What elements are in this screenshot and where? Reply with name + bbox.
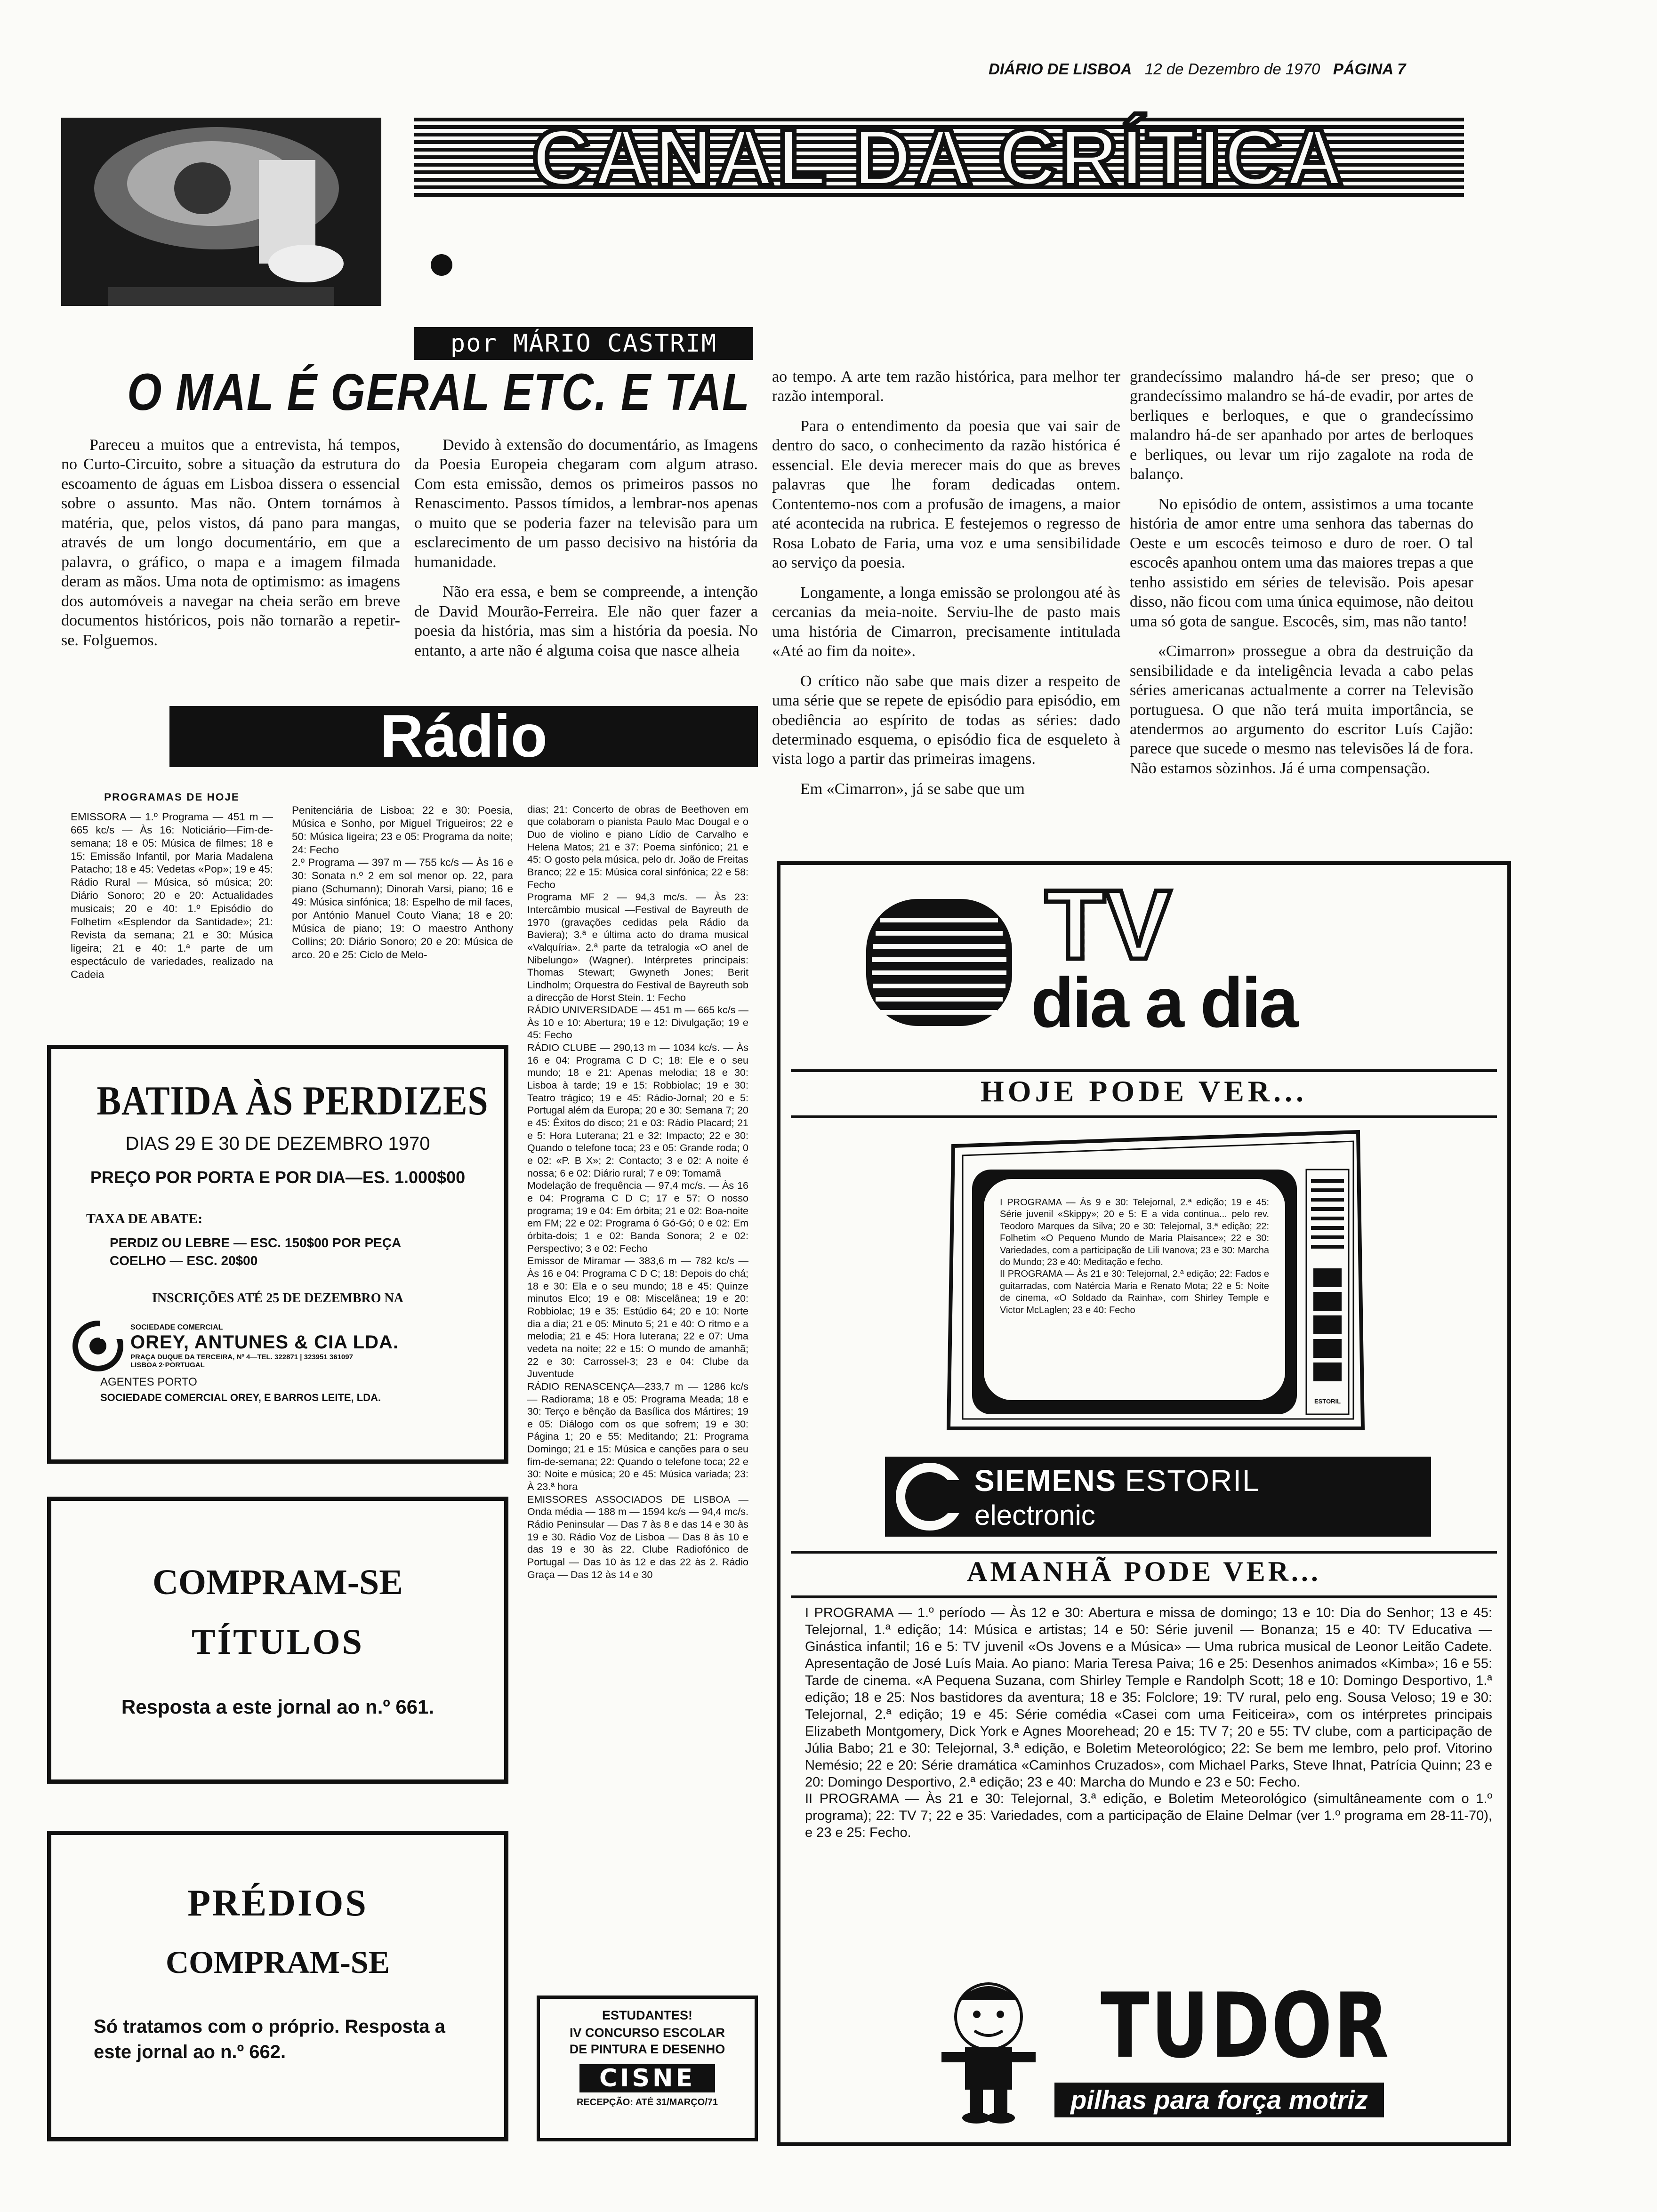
tv-today-divider-top	[791, 1069, 1497, 1072]
ad-tudor	[913, 1972, 1393, 2127]
ad-perdizes-title: BATIDA ÀS PERDIZES	[97, 1078, 489, 1124]
tv-logo-screen-icon	[861, 894, 1017, 1035]
siemens-headline	[974, 1463, 1260, 1498]
ad-perdizes-dates: DIAS 29 E 30 DE DEZEMBRO 1970	[125, 1133, 430, 1154]
ad-titulos-line2: TÍTULOS	[192, 1622, 364, 1662]
siemens-logo-icon	[894, 1461, 965, 1532]
ad-cisne	[537, 1996, 758, 2141]
tv-tomorrow-title: AMANHÃ PODE VER...	[967, 1556, 1321, 1587]
ad-titulos	[47, 1497, 508, 1784]
tv-logo-sub: dia a dia	[1031, 963, 1297, 1042]
ad-predios-note: Só tratamos com o próprio. Resposta a este jornal ao n.º 662.	[94, 2016, 445, 2062]
ad-cisne-brand: CISNE	[579, 2064, 715, 2092]
page-number: PÁGINA 7	[1333, 60, 1406, 78]
tv-set-brand: ESTORIL	[1314, 1398, 1341, 1405]
ad-perdizes-company-small: SOCIEDADE COMERCIAL	[130, 1323, 223, 1331]
article-column-4	[1130, 367, 1473, 788]
radio-text: Penitenciária de Lisboa; 22 e 30: Poesia, Música e Sonho, por Miguel Trigueiros; 22 e 50: Música ligeira; 23 e 05: Programa da noite; 24: Fecho 2.º Programa — 397 m — 755 kc/s — Às 16 e 30: Sonata n.º 2 em sol menor op. 22, para piano (Schumann); Dinorah Varsi, piano; 16 e 49: Música sinfónica; 18: Espelho de mil faces, por António Manuel Couto Viana; 18 e 20: Música de piano; 19: O maestro Anthony Collins; 20: Diário Sonoro; 20 e 20: Música de arco. 20 e 25: Ciclo de Melo-	[292, 804, 513, 961]
ad-titulos-line1: COMPRAM-SE	[153, 1563, 403, 1602]
ad-perdizes-price: PREÇO POR PORTA E POR DIA—ES. 1.000$00	[90, 1168, 466, 1187]
article-paragraph: grandecíssimo malandro há-de ser preso; que o grandecíssimo malandro se há-de evadir, por artes de berliques e berloques, e que o grandecíssimo malandro há-de ser apanhado por artes de berloques e berliques, ou levar um rijo zagalote na roda de balanço.	[1130, 368, 1473, 483]
radio-title: Rádio	[380, 703, 547, 770]
tv-today-divider-bottom	[791, 1115, 1497, 1118]
radio-column-1	[71, 791, 273, 981]
ad-predios	[47, 1831, 508, 2141]
siemens-line: electronic	[974, 1499, 1095, 1531]
ad-perdizes-address: PRAÇA DUQUE DA TERCEIRA, Nº 4—TEL. 322871 | 323951 361097	[130, 1353, 353, 1361]
article-column-1	[61, 435, 400, 660]
article-paragraph: «Cimarron» prossegue a obra da destruição da sensibilidade e da inteligência levada a cabo pelas séries americanas actualmente a correr na Televisão portuguesa. O que não terá muita importância, se atendermos ao argumento do escritor Luís Cajão: parece que sucede o mesmo nas televisões lá de fora. Não estamos sòzinhos. Já é uma compensação.	[1130, 642, 1473, 777]
article-paragraph: Em «Cimarron», já se sabe que um	[800, 780, 1025, 798]
radio-heading: PROGRAMAS DE HOJE	[104, 791, 240, 803]
tv-today-title: HOJE PODE VER...	[981, 1074, 1307, 1108]
article-paragraph: O crítico não sabe que mais dizer a respeito de uma série que se repete de episódio para episódio, em obediência ao espírito de todas as séries: dado determinado esquema, o episódio fica de esqueleto à vista logo a partir das primeiras imagens.	[772, 672, 1120, 768]
ad-cisne-line3: DE PINTURA E DESENHO	[569, 2042, 725, 2056]
radio-column-2	[292, 791, 513, 974]
siemens-brand: SIEMENS	[974, 1464, 1117, 1498]
tudor-slogan: pilhas para força motriz	[1054, 2083, 1384, 2117]
ad-perdizes-inscriptions: INSCRIÇÕES ATÉ 25 DE DEZEMBRO NA	[152, 1291, 403, 1306]
newspaper-name: DIÁRIO DE LISBOA	[989, 60, 1132, 78]
article-paragraph: Não era essa, e bem se compreende, a intenção de David Mourão-Ferreira. Ele não quer fazer a poesia da história, mas sim a história da poesia. No entanto, a arte não é alguma coisa que nasce alheia	[414, 583, 758, 659]
tv-set-screen	[984, 1179, 1285, 1400]
ad-perdizes-tax1: PERDIZ OU LEBRE — ESC. 150$00 POR PEÇA	[110, 1235, 402, 1250]
page-header	[989, 60, 1459, 78]
siemens-banner	[885, 1457, 1431, 1537]
article-paragraph: Devido à extensão do documentário, as Imagens da Poesia Europeia chegaram com algum atraso. Com esta emissão, demos os primeiros passos no Renascimento. Passos tímidos, a lembrar-nos apenas o muito que se poderia fazer na televisão para um esclarecimento de um passo decisivo na história da humanidade.	[414, 436, 758, 571]
photo-image	[61, 118, 381, 306]
article-paragraph: ao tempo. A arte tem razão histórica, para melhor ter razão intemporal.	[772, 368, 1120, 405]
article-paragraph: No episódio de ontem, assistimos a uma tocante história de amor entre uma senhora das tabernas do Oeste e um escocês teimoso e duro de roer. O tal escocês apanhou ontem uma das maiores trepas a que tenho assistido em séries de televisão. Pois apesar disso, não ficou com uma única equimose, não deitou uma só gota de sangue. Escocês, sim, mas não tanto!	[1130, 495, 1473, 630]
ad-perdizes-city: LISBOA 2·PORTUGAL	[130, 1361, 205, 1369]
orey-logo-icon	[72, 1320, 124, 1372]
ad-predios-line1: PRÉDIOS	[187, 1883, 368, 1924]
tv-tomorrow-divider-top	[791, 1551, 1497, 1554]
article-paragraph: Longamente, a longa emissão se prolongou até às cercanias da meia-noite. Serviu-lhe de pasto mais uma história de Cimarron, precisamente intitulada «Até ao fim da noite».	[772, 584, 1120, 660]
ad-titulos-note: Resposta a este jornal ao n.º 661.	[121, 1696, 434, 1718]
article-paragraph: Pareceu a muitos que a entrevista, há tempos, no Curto-Circuito, sobre a situação da estrutura do escoamento de águas em Lisboa dissera o essencial sobre o assunto. Mas não. Ontem tornámos à matéria, que, pelos vistos, dá pano para mangas, através de um longo documentário, em que a palavra, o gráfico, o mapa e a imagem filmada deram as mãos. Uma nota de optimismo: as imagens dos automóveis a navegar na cheia serão em breve documentos históricos, pois não tornarão a repetir-se. Folguemos.	[61, 436, 400, 649]
radio-banner	[169, 703, 758, 770]
ad-cisne-line1: ESTUDANTES!	[602, 2008, 692, 2022]
siemens-model: ESTORIL	[1125, 1464, 1260, 1498]
radio-column-3	[527, 791, 748, 1594]
tudor-mascot-icon	[913, 1972, 1069, 2127]
article-column-3	[772, 367, 1120, 809]
ad-perdizes-company-block	[72, 1320, 483, 1372]
ad-perdizes-agents-name: SOCIEDADE COMERCIAL OREY, E BARROS LEITE, LDA.	[100, 1392, 381, 1403]
tv-tomorrow-divider-bottom	[791, 1595, 1497, 1598]
ad-perdizes-company: OREY, ANTUNES & CIA LDA.	[130, 1331, 399, 1353]
byline-box	[414, 327, 753, 360]
tv-logo-tv: TV	[1045, 869, 1172, 980]
ad-perdizes-tax-label: TAXA DE ABATE:	[86, 1211, 203, 1226]
tv-logo-block	[861, 869, 1426, 1068]
tv-tomorrow-text: I PROGRAMA — 1.º período — Às 12 e 30: Abertura e missa de domingo; 13 e 10: Dia do Senhor; 13 e 45: Telejornal, 1.ª edição; 14: Música e artistas; 14 e 50: Série juvenil — Bonanza; 15 e 40: TV Educativa — Ginástica infantil; 16 e 5: TV juvenil «Os Jovens e a Música» — Uma rubrica musical de Leonor Leitão Cadete. Apresentação de José Luís Maia. Ao piano: Maria Teresa Paiva; 16 e 25: Desenhos animados «Kimba»; 16 e 55: Tarde de cinema. «A Pequena Suzana, com Shirley Temple e Randolph Scott; 18 e 10: Domingo Desportivo, 1.ª edição; 18 e 25: Nos bastidores da aventura; 18 e 35: Folclore; 19: TV rural, pelo eng. Sousa Veloso; 19 e 30: Telejornal, 2.ª edição; 19 e 45: Série comédia «Casei com uma Feiticeira», com os intérpretes principais Elizabeth Montgomery, Dick York e Agnes Moorehead; 20 e 15: TV 7; 20 e 55: TV clube, com a participação de Júlia Babo; 21 e 30: Telejornal, 3.ª edição, e Boletim Meteorológico; 22: Se bem me lembro, pelo prof. Vitorino Nemésio; 22 e 20: Série dramática «Caminhos Cruzados», com Michael Parks, Steve Ihnat, Patrícia Quinn; 23 e 20: Domingo Desportivo, 2.ª edição; 23 e 40: Marcha do Mundo e 23 e 50: Fecho. II PROGRAMA — Às 21 e 30: Telejornal, 3.ª edição, e Boletim Meteorológico (simultâneamente com o 1.º programa); 22: TV 7; 22 e 35: Variedades, com a participação de Elaine Delmar (ver 1.º programa em 28-11-70), e 23 e 25: Fecho.	[805, 1605, 1492, 1841]
tv-today-text: I PROGRAMA — Às 9 e 30: Telejornal, 2.ª edição; 19 e 45: Série juvenil «Skippy»; 20 e 5: E a vida continua... pelo rev. Teodoro Marques da Silva; 20 e 30: Telejornal, 3.ª edição; 22: Folhetim «O Pequeno Mundo de Maria Plaisance»; 22 e 30: Variedades, com a participação de Lili Ivanova; 23 e 30: Marcha do Mundo; 23 e 40: Meditação e fecho. II PROGRAMA — Às 21 e 30: Telejornal, 2.ª edição; 22: Fados e guitarradas, com Natércia Maria e Renato Mota; 22 e 5: Noite de cinema, «O Soldado da Rainha», com Shirley Temple e Victor McLaglen; 23 e 40: Fecho	[1000, 1197, 1269, 1315]
ad-perdizes-tax2: COELHO — ESC. 20$00	[110, 1253, 258, 1268]
byline: por MÁRIO CASTRIM	[450, 329, 717, 358]
article-paragraph: Para o entendimento da poesia que vai sair de dentro do saco, o conhecimento da razão histórica é essencial. Ele devia merecer mais do que as breves palavras que lhe foram dedicadas ontem. Contentemo-nos com a profusão de imagens, a maior até acontecida na rubrica. E festejemos o regresso de Rosa Lobato de Faria, uma voz e uma sensibilidade ao serviço da poesia.	[772, 417, 1120, 572]
radio-text: EMISSORA — 1.º Programa — 451 m — 665 kc/s — Às 16: Noticiário—Fim-de-semana; 18 e 05: Música de filmes; 18 e 15: Emissão Infantil, por Maria Madalena Patacho; 18 e 45: Vedetas «Pop»; 19 e 45: Rádio Rural — Música, só música; 20: Diário Sonoro; 20 e 20: Actualidades musicais; 20 e 40: 1.º Episódio do Folhetim «Esplendor da Santidade»; 21: Revista da semana; 21 e 30: Música ligeira; 21 e 40: 1.ª parte de um espectáculo de variedades, realizado na Cadeia	[71, 810, 273, 980]
section-title: CANAL DA CRÍTICA	[532, 112, 1346, 203]
article-headline: O MAL É GERAL ETC. E TAL	[127, 363, 750, 421]
tv-set-illustration	[934, 1127, 1367, 1433]
tv-screen-photo	[61, 118, 381, 306]
ad-cisne-line2: IV CONCURSO ESCOLAR	[569, 2026, 725, 2040]
ad-perdizes-agents: AGENTES PORTO	[100, 1376, 197, 1388]
section-title-banner	[414, 112, 1464, 203]
bullet-dot	[431, 254, 452, 276]
ad-perdizes	[47, 1045, 508, 1464]
ad-cisne-footer: RECEPÇÃO: ATÉ 31/MARÇO/71	[576, 2097, 718, 2108]
issue-date: 12 de Dezembro de 1970	[1144, 60, 1320, 78]
radio-text: dias; 21: Concerto de obras de Beethoven em que colaboram o pianista Paulo Mac Dougal e o Duo de violino e piano Lídio de Carvalho e Helena Matos; 21 e 37: Poema sinfónico; 21 e 45: O gosto pela música, pelo dr. João de Freitas Branco; 22 e 15: Música coral sinfónica; 22 e 58: Fecho Programa MF 2 — 94,3 mc/s. — Às 23: Intercâmbio musical —Festival de Bayreuth de 1970 (gravações cedidas pela Rádio da Baviera); 3.ª e última acto do drama musical «Valquíria». 2.ª parte da tetralogia «O anel de Nibelungo» (Wagner). Intérpretes principais: Thomas Stewart; Gwyneth Jones; Berit Lindholm; Orquestra do Festival de Bayreuth sob a direcção de Horst Stein. 1: Fecho RÁDIO UNIVERSIDADE — 451 m — 665 kc/s — Às 10 e 10: Abertura; 19 e 12: Divulgação; 19 e 45: Fecho RÁDIO CLUBE — 290,13 m — 1034 kc/s. — Às 16 e 04: Programa C D C; 18: Ele e o seu mundo; 18 e 21: Apenas melodia; 18 e 30: Lisboa à tarde; 19 e 15: Robbiolac; 19 e 30: Teatro trágico; 19 e 45: Rádio-Jornal; 20 e 5: Portugal além da Europa; 20 e 30: Semana 7; 20 e 45: Êxitos do disco; 21 e 03: Rádio Placard; 21 e 5: Hora Luterana; 21 e 32: Impacto; 22 e 30: Quando o telefone toca; 23 e 05: Grande roda; 0 e 02: «P. B X»; 2: Contacto; 3 e 02: A noite é nossa; 6 e 02: Diário rural; 7 e 09: Tomamã Modelação de frequência — 97,4 mc/s. — Às 16 e 04: Programa C D C; 17 e 57: O nosso programa; 19 e 04: Em órbita; 21 e 02: Boa-noite em FM; 22 e 02: Programa ó Gó-Gó; 0 e 02: Em órbita-dois; 1 e 02: Banda Sonora; 2 e 02: Perspectivo; 3 e 02: Fecho Emissor de Miramar — 383,6 m — 782 kc/s — Às 16 e 04: Programa C D C; 18: Depois do chá; 18 e 30: Ela e o seu mundo; 18 e 45: Quinze minutos Elco; 19 e 08: Miscelânea; 19 e 20: Robbiolac; 19 e 35: Estúdio 64; 20 e 10: Norte dia a dia; 21 e 05: Minuto 5; 21 e 40: O ritmo e a melodia; 21 e 45: Hora luterana; 22 e 07: Uma vedeta na noite; 22 e 15: O mundo de amanhã; 22 e 30: Carrossel-3; 23 e 04: Clube da Juventude RÁDIO RENASCENÇA—233,7 m — 1286 kc/s — Radiorama; 18 e 05: Programa Meada; 18 e 30: Terço e bênção da Basílica dos Mártires; 19 e 05: Diálogo com os que sofrem; 19 e 30: Página 1; 20 e 55: Meditando; 21: Programa Domingo; 21 e 15: Música e canções para o seu fim-de-semana; 22: Quando o telefone toca; 22 e 30: Noite e música; 20 e 45: Música variada; 23: À 23.ª hora EMISSORES ASSOCIADOS DE LISBOA — Onda média — 188 m — 1594 kc/s — 94,4 mc/s. Rádio Peninsular — Das 7 às 8 e das 14 e 30 às 19 e 30. Rádio Voz de Lisboa — Das 8 às 10 e das 19 e 30 às 22. Clube Radiofónico de Portugal — Das 10 às 12 e das 22 às 2. Rádio Graça — Das 12 às 14 e 30	[527, 803, 748, 1580]
article-column-2	[414, 435, 758, 671]
tudor-brand: TUDOR	[1101, 1974, 1391, 2078]
ad-predios-line2: COMPRAM-SE	[166, 1944, 390, 1980]
